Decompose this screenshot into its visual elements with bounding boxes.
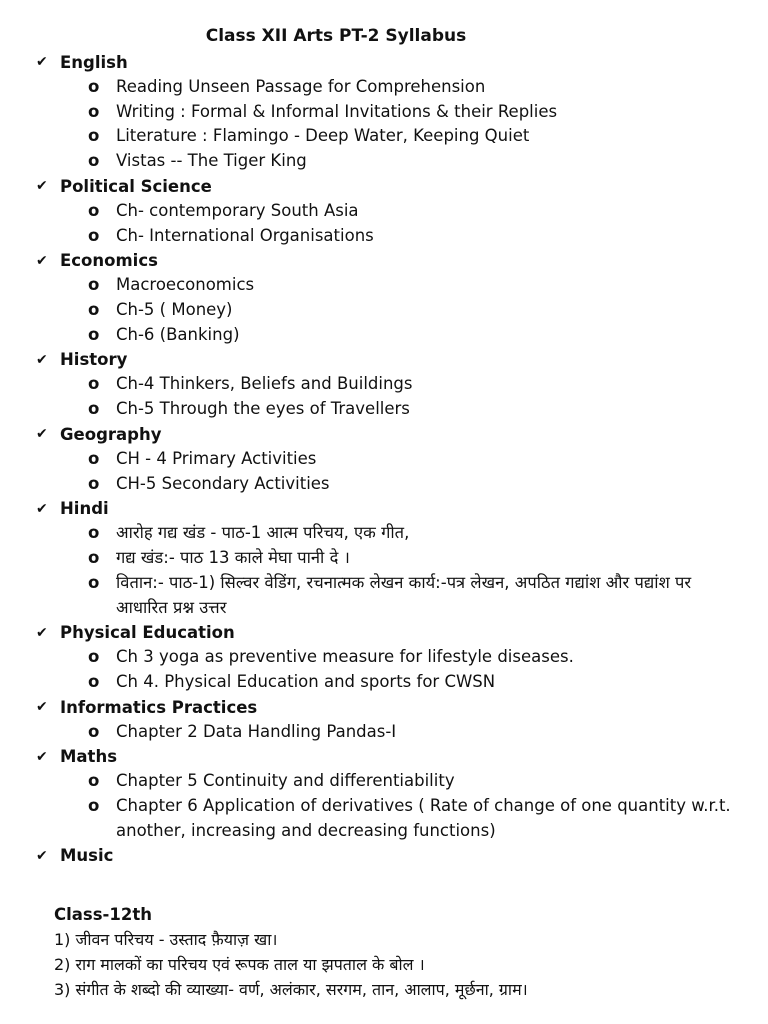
topic-item <box>36 273 746 298</box>
topic-text: Ch- contemporary South Asia <box>116 200 359 220</box>
topic-text: CH-5 Secondary Activities <box>116 473 330 493</box>
bullet-icon: o <box>88 572 100 592</box>
bullet-icon: o <box>88 275 100 295</box>
topic-text: Ch-5 Through the eyes of Travellers <box>116 399 410 419</box>
music-syllabus <box>54 902 754 1002</box>
subject-block <box>36 50 746 174</box>
topic-item <box>36 720 746 745</box>
subject-block <box>36 422 746 496</box>
topic-text: Ch 3 yoga as preventive measure for lifestyle diseases. <box>116 647 574 667</box>
subject-block <box>36 620 746 694</box>
bullet-icon: o <box>88 473 100 493</box>
subject-block <box>36 174 746 248</box>
bullet-icon: o <box>88 547 100 567</box>
topic-text: Ch-4 Thinkers, Beliefs and Buildings <box>116 374 413 394</box>
topic-item <box>36 794 746 844</box>
subject-name: History <box>60 350 128 370</box>
subject-block <box>36 744 746 843</box>
music-topic: 1) जीवन परिचय - उस्ताद फ़ैयाज़ खा। <box>54 930 278 949</box>
topic-item <box>36 149 746 174</box>
subject-name: Economics <box>60 251 158 271</box>
subject-heading <box>36 744 746 769</box>
checkmark-icon: ✔ <box>36 748 48 765</box>
topic-item <box>36 323 746 348</box>
topic-item <box>36 670 746 695</box>
topic-list <box>36 645 746 695</box>
subject-heading <box>36 620 746 645</box>
topic-item <box>36 224 746 249</box>
bullet-icon: o <box>88 771 100 791</box>
topic-text: Ch-5 ( Money) <box>116 299 233 319</box>
topic-text: Chapter 6 Application of derivatives ( Rate of change of one quantity w.r.t. another, increasing and decreasing functions) <box>116 795 731 840</box>
topic-text: वितान:- पाठ-1) सिल्वर वेडिंग, रचनात्मक लेखन कार्य:-पत्र लेखन, अपठित गद्यांश और पद्यांश पर आधारित प्रश्न उत्तर <box>116 572 692 617</box>
subject-name: Informatics Practices <box>60 697 258 717</box>
subject-name: Hindi <box>60 499 109 519</box>
bullet-icon: o <box>88 126 100 146</box>
topic-item <box>36 372 746 397</box>
topic-item <box>36 397 746 422</box>
subject-name: Physical Education <box>60 623 235 643</box>
subject-name: Political Science <box>60 176 212 196</box>
page-title: Class XII Arts PT-2 Syllabus <box>205 26 467 46</box>
topic-item <box>36 298 746 323</box>
checkmark-icon: ✔ <box>36 500 48 517</box>
subject-heading <box>36 348 746 373</box>
topic-item <box>36 472 746 497</box>
topic-text: CH - 4 Primary Activities <box>116 448 317 468</box>
topic-item <box>36 571 746 621</box>
topic-text: Writing : Formal & Informal Invitations & their Replies <box>116 101 558 121</box>
subject-block <box>36 844 746 869</box>
bullet-icon: o <box>88 647 100 667</box>
checkmark-icon: ✔ <box>36 624 48 641</box>
topic-text: Chapter 2 Data Handling Pandas-I <box>116 721 397 741</box>
bullet-icon: o <box>88 225 100 245</box>
topic-text: Chapter 5 Continuity and differentiability <box>116 771 455 791</box>
bullet-icon: o <box>88 76 100 96</box>
topic-list <box>36 447 746 497</box>
music-topic: 3) संगीत के शब्दो की व्याख्या- वर्ण, अलंकार, सरगम, तान, आलाप, मूर्छना, ग्राम। <box>54 980 528 999</box>
bullet-icon: o <box>88 448 100 468</box>
subject-heading <box>36 695 746 720</box>
topic-item <box>36 124 746 149</box>
topic-list <box>36 769 746 843</box>
topic-list <box>36 75 746 174</box>
topic-text: Ch 4. Physical Education and sports for CWSN <box>116 671 496 691</box>
topic-item <box>36 100 746 125</box>
subject-heading <box>36 174 746 199</box>
bullet-icon: o <box>88 324 100 344</box>
topic-text: Reading Unseen Passage for Comprehension <box>116 76 486 96</box>
subject-name: Music <box>60 846 114 866</box>
subject-heading <box>36 496 746 521</box>
checkmark-icon: ✔ <box>36 54 48 71</box>
subject-heading <box>36 422 746 447</box>
topic-list <box>36 273 746 347</box>
topic-text: गद्य खंड:- पाठ 13 काले मेघा पानी दे । <box>116 547 350 567</box>
checkmark-icon: ✔ <box>36 351 48 368</box>
subject-block <box>36 496 746 620</box>
topic-text: Macroeconomics <box>116 275 255 295</box>
topic-text: Vistas -- The Tiger King <box>116 151 307 171</box>
music-class-heading: Class-12th <box>54 905 152 924</box>
subject-heading <box>36 248 746 273</box>
topic-item <box>36 521 746 546</box>
checkmark-icon: ✔ <box>36 426 48 443</box>
bullet-icon: o <box>88 299 100 319</box>
bullet-icon: o <box>88 523 100 543</box>
bullet-icon: o <box>88 721 100 741</box>
topic-item <box>36 199 746 224</box>
subject-name: Maths <box>60 747 118 767</box>
topic-item <box>36 75 746 100</box>
topic-list <box>36 199 746 249</box>
bullet-icon: o <box>88 671 100 691</box>
subject-list <box>36 50 746 868</box>
topic-list <box>36 720 746 745</box>
topic-item <box>36 546 746 571</box>
subject-name: English <box>60 52 128 72</box>
subject-heading <box>36 50 746 75</box>
subject-block <box>36 695 746 745</box>
topic-text: Literature : Flamingo - Deep Water, Keeping Quiet <box>116 126 530 146</box>
checkmark-icon: ✔ <box>36 252 48 269</box>
topic-list <box>36 372 746 422</box>
checkmark-icon: ✔ <box>36 847 48 864</box>
topic-text: आरोह गद्य खंड - पाठ-1 आत्म परिचय, एक गीत, <box>116 523 410 543</box>
topic-list <box>36 521 746 620</box>
subject-heading <box>36 844 746 869</box>
bullet-icon: o <box>88 200 100 220</box>
bullet-icon: o <box>88 101 100 121</box>
checkmark-icon: ✔ <box>36 178 48 195</box>
subject-block <box>36 248 746 347</box>
topic-item <box>36 447 746 472</box>
bullet-icon: o <box>88 374 100 394</box>
music-topic: 2) राग मालकों का परिचय एवं रूपक ताल या झपताल के बोल । <box>54 955 425 974</box>
checkmark-icon: ✔ <box>36 699 48 716</box>
topic-text: Ch- International Organisations <box>116 225 374 245</box>
bullet-icon: o <box>88 399 100 419</box>
subject-block <box>36 348 746 422</box>
topic-text: Ch-6 (Banking) <box>116 324 240 344</box>
bullet-icon: o <box>88 151 100 171</box>
topic-item <box>36 769 746 794</box>
subject-name: Geography <box>60 424 162 444</box>
topic-item <box>36 645 746 670</box>
bullet-icon: o <box>88 795 100 815</box>
